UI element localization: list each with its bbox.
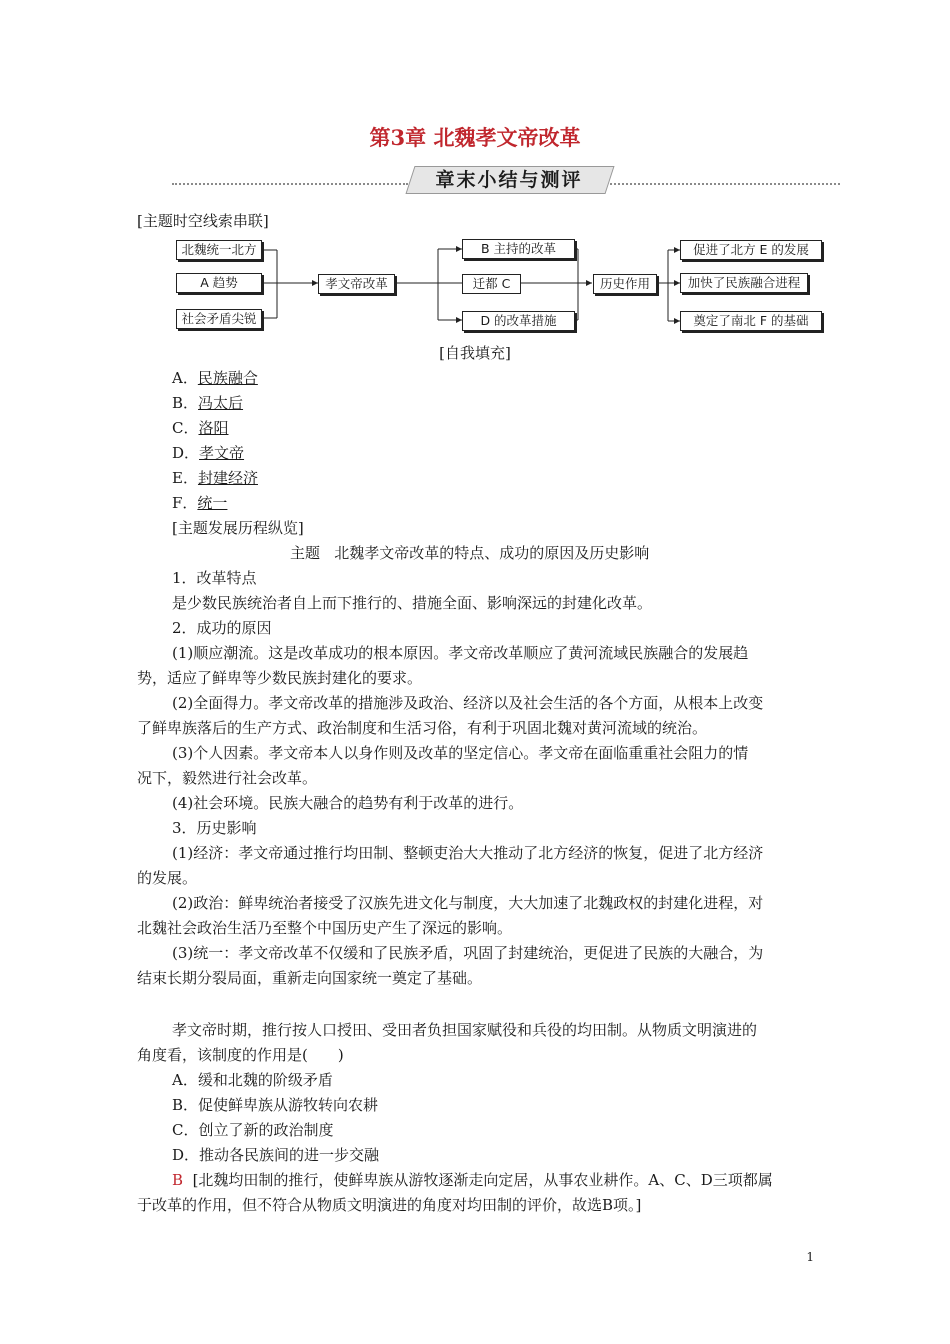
body-line: (1)经济：孝文帝通过推行均田制、整顿吏治大大推动了北方经济的恢复，促进了北方经济 [172,844,764,862]
diagram-box-promote-economy: 促进了北方 E 的发展 [680,240,822,260]
body-line: (3)个人因素。孝文帝本人以身作则及改革的坚定信心。孝文帝在面临重重社会阻力的情 [172,744,749,762]
section-header-development: [主题发展历程纵览] [172,519,304,537]
body-line: 2．成功的原因 [172,619,272,637]
diagram-box-reform: 孝文帝改革 [318,274,395,294]
body-line: 是少数民族统治者自上而下推行的、措施全面、影响深远的封建化改革。 [172,594,653,612]
body-line: 3．历史影响 [172,819,257,837]
chapter-title: 第3章 北魏孝文帝改革 [369,125,581,150]
diagram-box-move-capital: 迁都 C [462,274,521,294]
body-line: 结束长期分裂局面，重新走向国家统一奠定了基础。 [137,969,483,987]
question-option: D．推动各民族间的进一步交融 [172,1146,380,1164]
question-option: B．促使鲜卑族从游牧转向农耕 [172,1096,379,1114]
answer-explanation: B [北魏均田制的推行，使鲜卑族从游牧逐渐走向定居，从事农业耕作。A、C、D三项都属 [172,1171,773,1189]
body-line: (2)政治：鲜卑统治者接受了汉族先进文化与制度，大大加速了北魏政权的封建化进程，对 [172,894,764,912]
answer-explanation: 于改革的作用，但不符合从物质文明演进的角度对均田制的评价，故选B项。] [137,1196,642,1214]
question-stem: 孝文帝时期，推行按人口授田、受田者负担国家赋役和兵役的均田制。从物质文明演进的 [172,1021,758,1039]
topic-heading: 主题 北魏孝文帝改革的特点、成功的原因及历史影响 [290,544,650,562]
question-option: C．创立了新的政治制度 [172,1121,334,1139]
page-number: 1 [806,1250,814,1264]
body-line: (1)顺应潮流。这是改革成功的根本原因。孝文帝改革顺应了黄河流域民族融合的发展趋 [172,644,749,662]
diagram-box-trend: A 趋势 [176,273,262,293]
diagram-box-reform-measures: D 的改革措施 [462,311,575,331]
body-line: (4)社会环境。民族大融合的趋势有利于改革的进行。 [172,794,524,812]
fill-answer-item: A．民族融合 [172,369,258,387]
diagram-box-historical-role: 历史作用 [593,274,657,294]
answer-letter: B [172,1171,184,1189]
fill-answer-item: B．冯太后 [172,394,244,412]
question-option: A．缓和北魏的阶级矛盾 [172,1071,333,1089]
diagram-box-presided-reform: B 主持的改革 [462,239,575,259]
question-stem: 角度看，该制度的作用是( ) [137,1046,344,1064]
section-banner: 章末小结与测评 [435,169,583,191]
body-line: 势，适应了鲜卑等少数民族封建化的要求。 [137,669,423,687]
body-line: (3)统一：孝文帝改革不仅缓和了民族矛盾，巩固了封建统治，更促进了民族的大融合，为 [172,944,764,962]
diagram-box-conflict: 社会矛盾尖锐 [176,309,262,329]
diagram-box-foundation-unity: 奠定了南北 F 的基础 [680,311,822,331]
body-line: 了鲜卑族落后的生产方式、政治制度和生活习俗，有利于巩固北魏对黄河流域的统治。 [137,719,708,737]
diagram-box-speed-fusion: 加快了民族融合进程 [680,273,808,293]
fill-answer-item: D．孝文帝 [172,444,245,462]
fill-answer-item: F．统一 [172,494,228,512]
diagram-box-unify-north: 北魏统一北方 [176,240,262,260]
self-fill-header: [自我填充] [439,344,511,362]
body-line: 1．改革特点 [172,569,257,587]
fill-answer-item: E．封建经济 [172,469,258,487]
fill-answer-item: C．洛阳 [172,419,229,437]
section-header-timeline: [主题时空线索串联] [137,212,269,230]
body-line: 的发展。 [137,869,198,887]
body-line: 北魏社会政治生活乃至整个中国历史产生了深远的影响。 [137,919,513,937]
body-line: (2)全面得力。孝文帝改革的措施涉及政治、经济以及社会生活的各个方面，从根本上改变 [172,694,764,712]
body-line: 况下，毅然进行社会改革。 [137,769,318,787]
